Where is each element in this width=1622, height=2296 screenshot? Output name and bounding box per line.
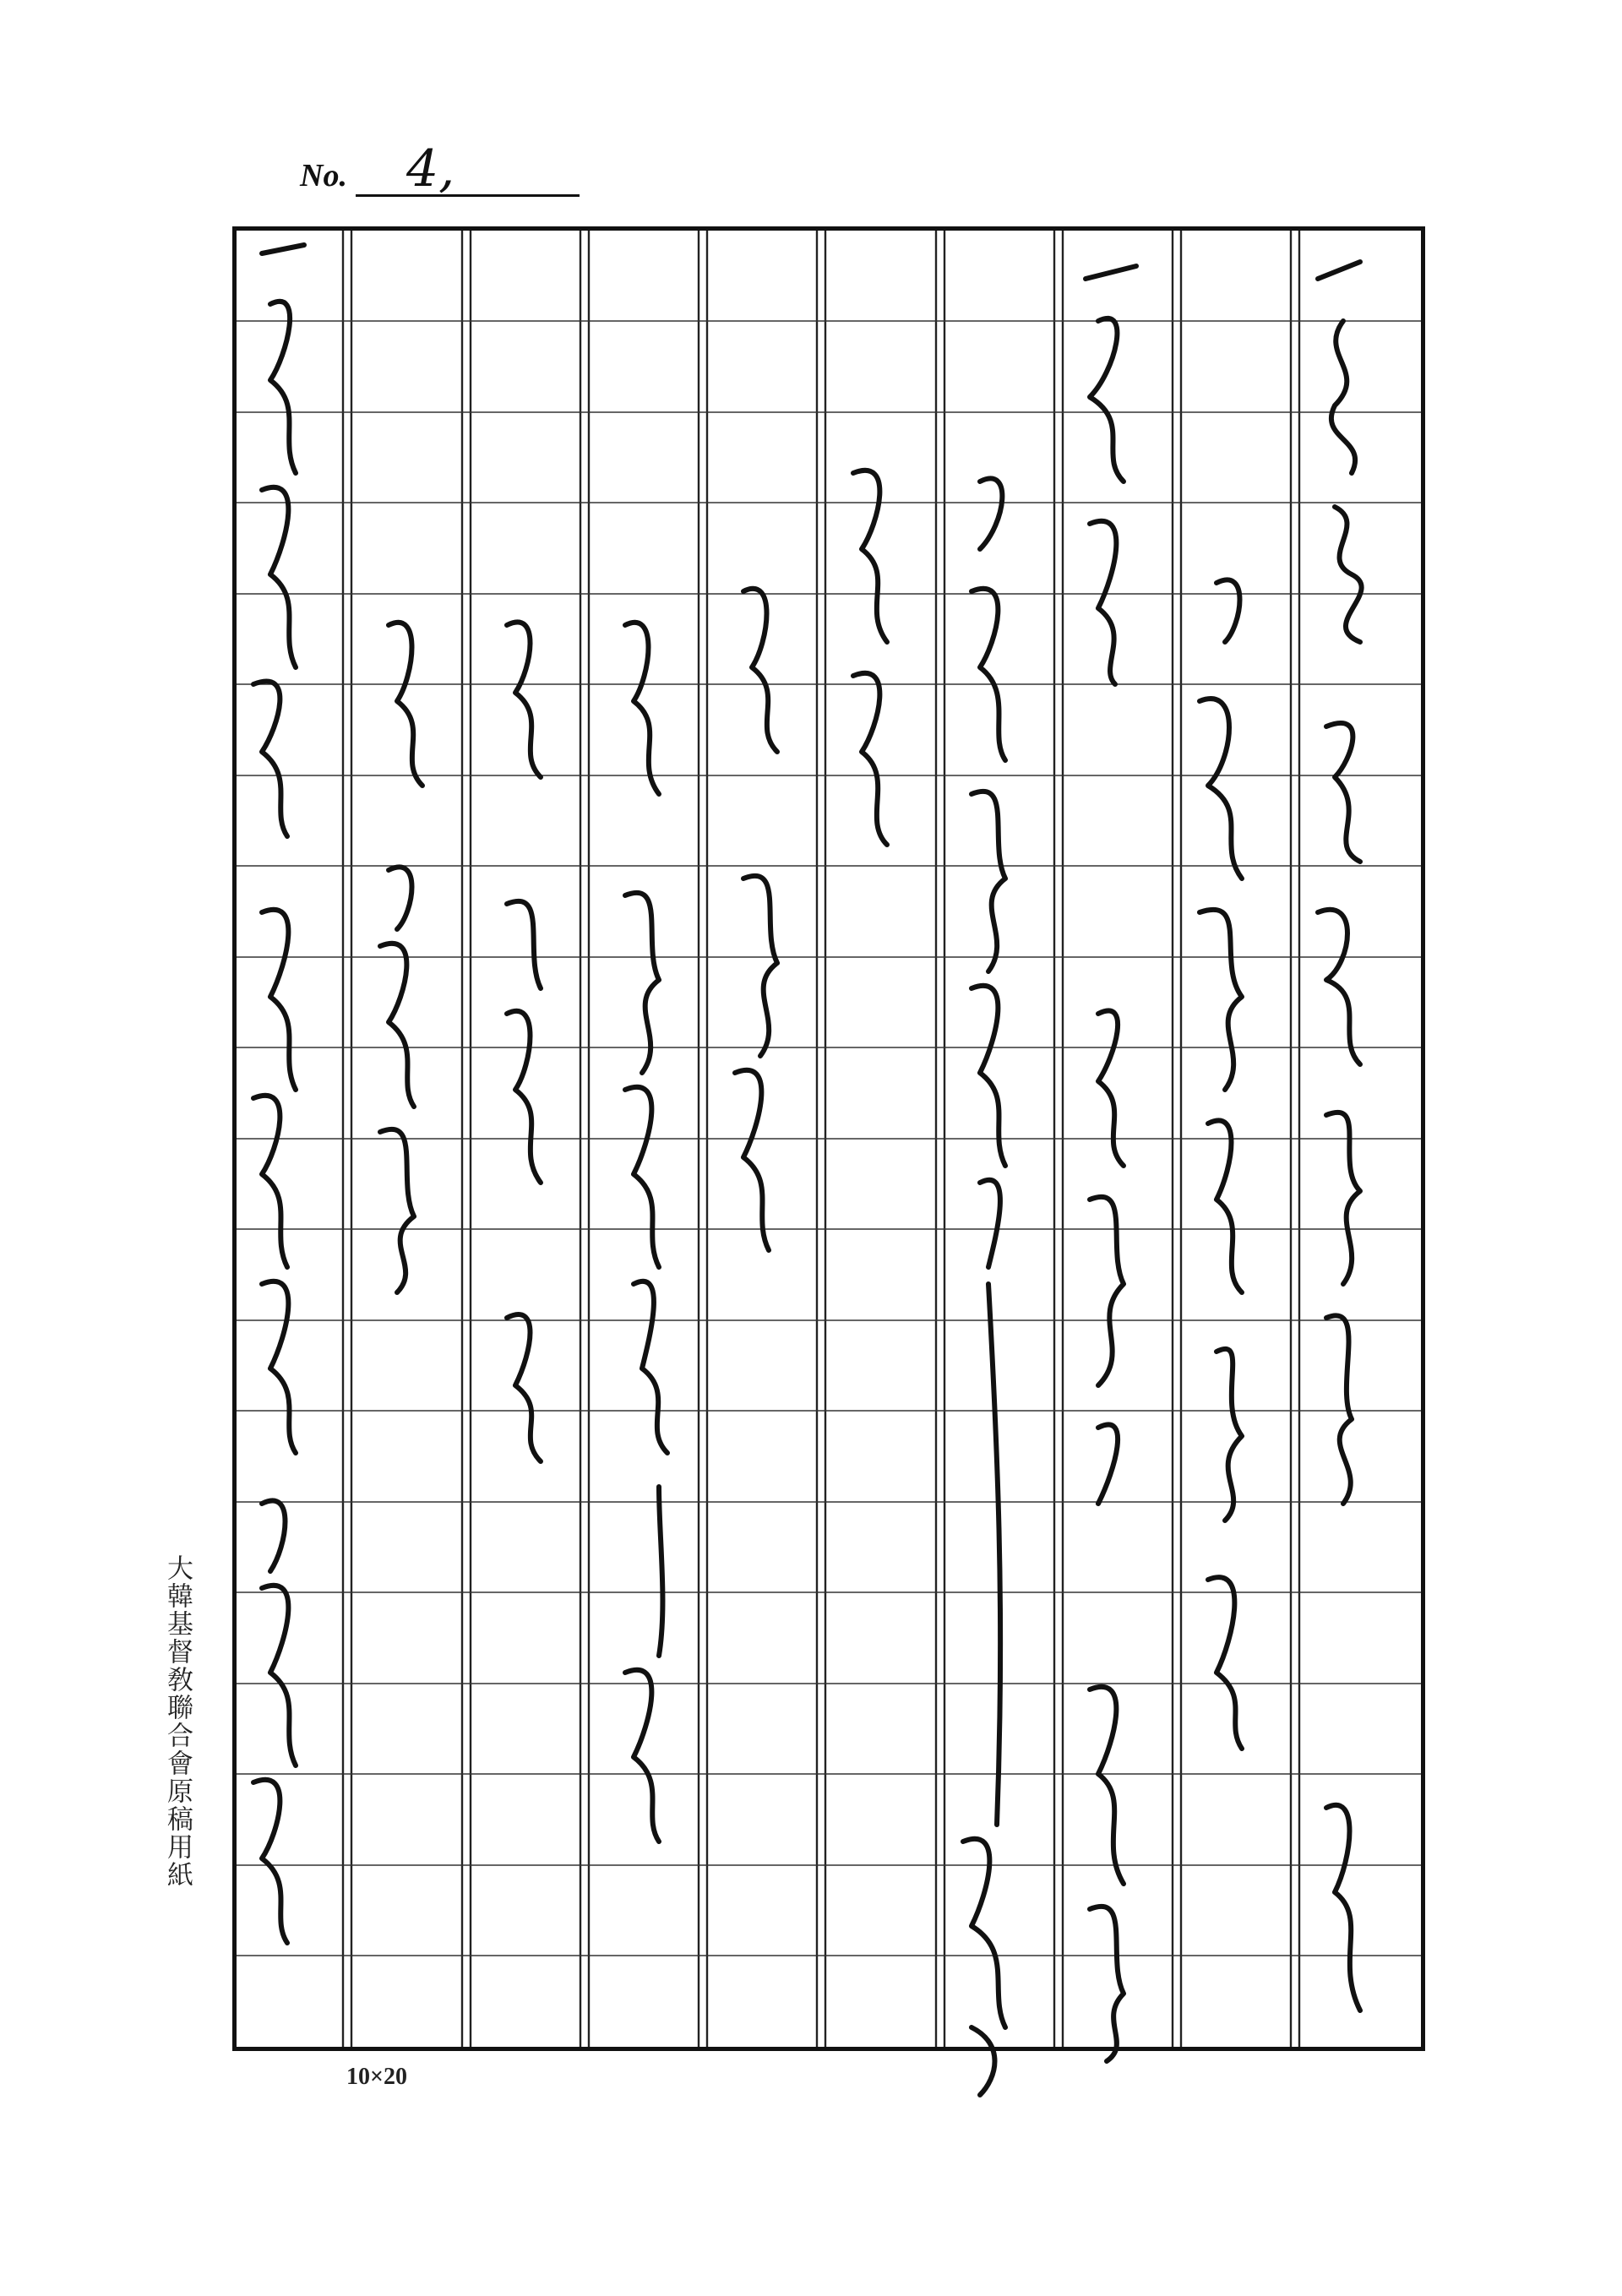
page-number-value: 4,: [356, 144, 580, 197]
manuscript-paper-label: 大韓基督敎聯合會原稿用紙: [162, 1554, 193, 1889]
handwriting-column-6: [735, 589, 777, 1250]
page-number-label: No.: [300, 158, 347, 193]
handwriting-column-4: [963, 478, 1005, 2095]
handwriting-column-7: [625, 623, 667, 1842]
handwriting-column-5: [853, 471, 887, 845]
handwriting-column-9: [380, 623, 422, 1292]
handwriting-column-3: [1086, 266, 1136, 2061]
handwriting-column-1: [1318, 262, 1362, 2010]
handwriting-column-10: [253, 245, 304, 1943]
handwriting-column-2: [1200, 579, 1242, 1749]
handwriting-column-8: [507, 622, 541, 1461]
grid-size-label: 10×20: [346, 2064, 407, 2090]
